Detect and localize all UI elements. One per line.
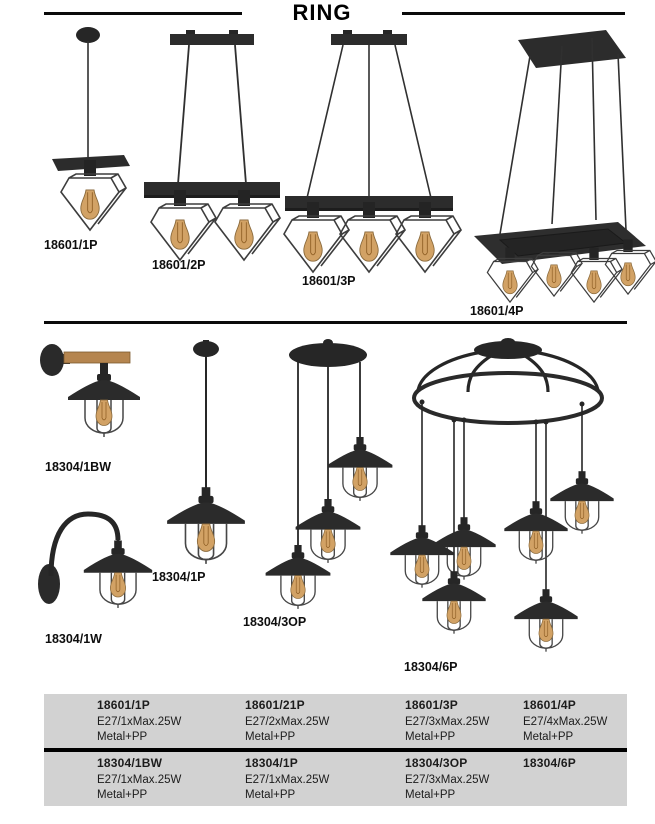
spec-cell [481,756,627,803]
page-title: RING [292,0,352,25]
spec-material: Metal+PP [405,731,456,743]
lamp-illustration-18601-1p [38,26,150,238]
spec-cell [336,698,490,745]
spec-material: Metal+PP [97,731,148,743]
spec-model: 18601/1P [97,698,150,712]
spec-material: Metal+PP [405,789,456,801]
cage-icon [396,202,461,272]
spec-cell [481,698,627,745]
spec-table-row-18304 [44,752,627,806]
cage-icon [215,190,280,260]
lamp-illustration-18601-2p [142,26,282,262]
cage-icon [151,190,216,260]
spec-model: 18304/6P [523,756,576,770]
spec-material: Metal+PP [523,731,574,743]
lamp-illustration-18304-1p [162,338,254,572]
section-divider [44,321,627,324]
lamp-illustration-18304-1w [36,498,160,626]
spec-model: 18304/3OP [405,756,468,770]
spec-model: 18601/3P [405,698,458,712]
spec-table [44,694,627,806]
product-label-18304-3op: 18304/3OP [243,615,307,629]
lantern-icon [167,487,245,564]
spec-lamp: E27/4xMax.25W [523,716,608,728]
lantern-icon [68,366,140,437]
spec-cell [190,698,336,745]
lamp-illustration-18304-6p [398,334,654,666]
lantern-icon [504,501,567,563]
spec-model: 18601/4P [523,698,576,712]
product-label-18304-1w: 18304/1W [45,632,102,646]
lantern-icon [84,541,152,608]
spec-table-row-18601 [44,694,627,748]
spec-lamp: E27/1xMax.25W [97,716,182,728]
spec-lamp: E27/1xMax.25W [97,774,182,786]
lantern-icon [514,589,577,651]
spec-lamp: E27/3xMax.25W [405,774,490,786]
product-label-18601-1p: 18601/1P [44,238,98,252]
product-label-18601-3p: 18601/3P [302,274,356,288]
lamp-illustration-18601-3p [283,26,455,276]
spec-cell [336,756,490,803]
spec-model: 18304/1BW [97,756,163,770]
spec-lamp: E27/3xMax.25W [405,716,490,728]
title-rule-left [44,12,242,15]
product-label-18304-6p: 18304/6P [404,660,458,674]
cage-icon [61,160,126,230]
title-rule-right [402,12,625,15]
product-label-18601-4p: 18601/4P [470,304,524,318]
lamp-illustration-18304-1bw [38,334,156,460]
spec-cell [44,698,190,745]
wood-arm [64,352,130,363]
product-label-18304-1bw: 18304/1BW [45,460,112,474]
spec-cell [44,756,190,803]
spec-material: Metal+PP [245,789,296,801]
lantern-icon [328,437,393,501]
spec-model: 18601/21P [245,698,305,712]
spec-cell [190,756,336,803]
spec-material: Metal+PP [97,789,148,801]
lantern-icon [390,525,453,587]
spec-model: 18304/1P [245,756,298,770]
spec-material: Metal+PP [245,731,296,743]
spec-lamp: E27/2xMax.25W [245,716,330,728]
lamp-illustration-18601-4p [466,16,652,308]
lantern-icon [296,499,361,563]
cage-icon [571,248,622,303]
product-label-18304-1p: 18304/1P [152,570,206,584]
cage-icon [284,202,349,272]
product-label-18601-2p: 18601/2P [152,258,206,272]
lamp-illustration-18304-3op [268,336,396,616]
spec-lamp: E27/1xMax.25W [245,774,330,786]
lantern-icon [266,545,331,609]
cage-icon [340,202,405,272]
lantern-icon [422,571,485,633]
